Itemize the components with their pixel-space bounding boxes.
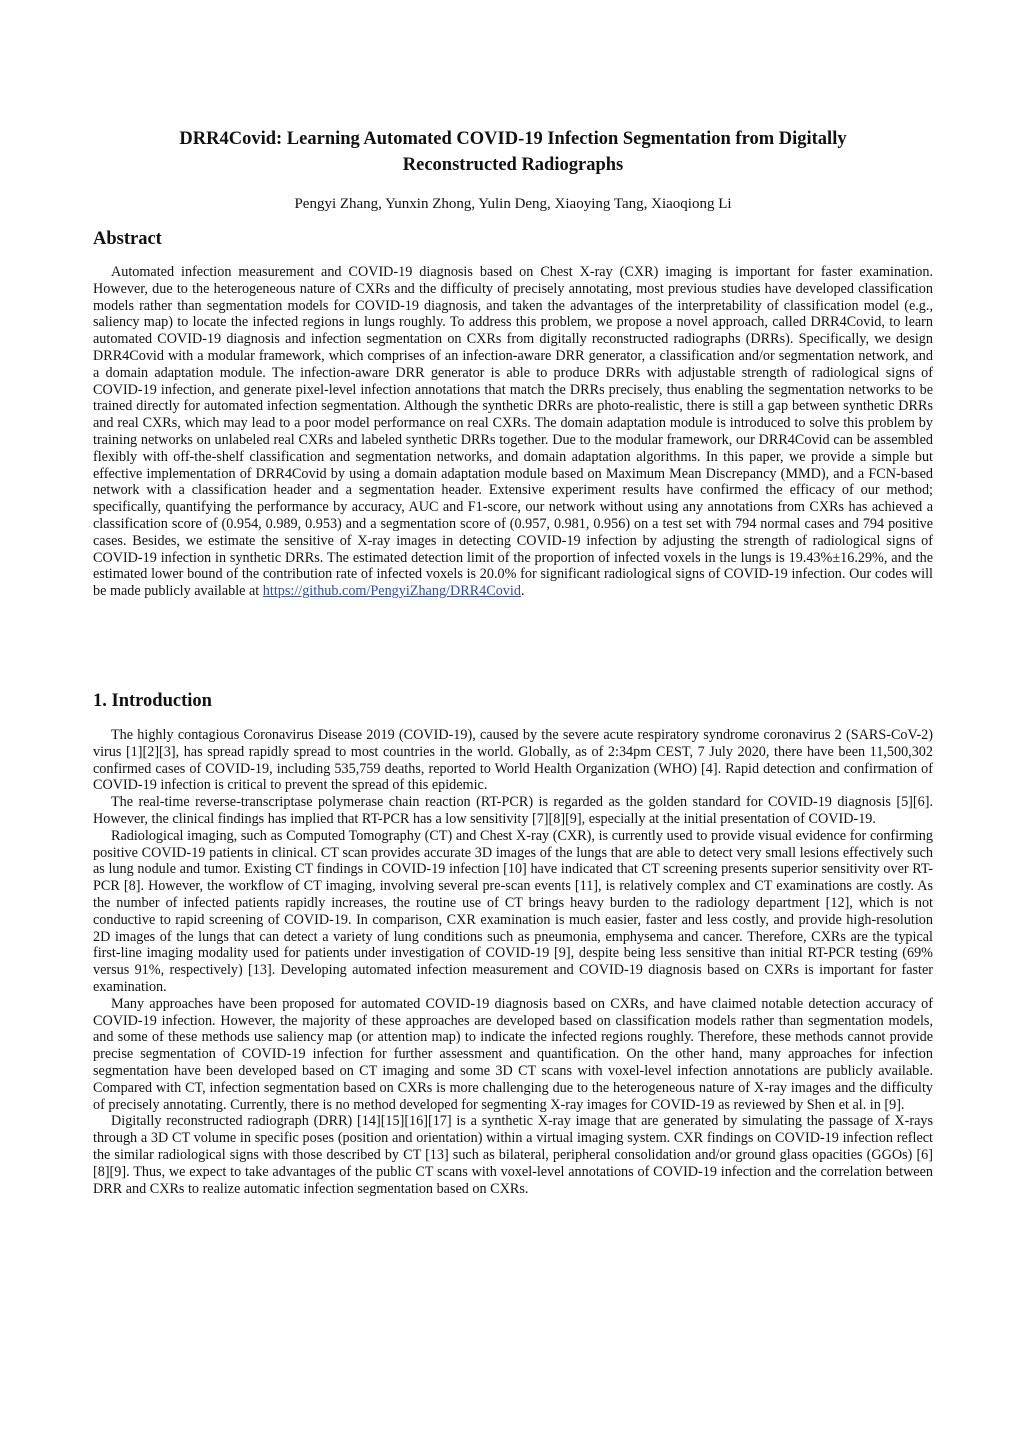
- abstract-text: Automated infection measurement and COVID-19 diagnosis based on Chest X-ray (CXR) imaging is important for faster examination. However, due to the heterogeneous nature of CXRs and the difficulty of precisely annotating, most previous studies have developed classification models rather than segmentation models for COVID-19 diagnosis, and taken the advantages of the interpretability of classification model (e.g., saliency map) to locate the infected regions in lungs roughly. To address this problem, we propose a novel approach, called DRR4Covid, to learn automated COVID-19 diagnosis and infection segmentation on CXRs from digitally reconstructed radiographs (DRRs). Specifically, we design DRR4Covid with a modular framework, which comprises of an infection-aware DRR generator, a classification and/or segmentation network, and a domain adaptation module. The infection-aware DRR generator is able to produce DRRs with adjustable strength of radiological signs of COVID-19 infection, and generate pixel-level infection annotations that match the DRRs precisely, thus enabling the segmentation networks to be trained directly for automated infection segmentation. Although the synthetic DRRs are photo-realistic, there is still a gap between synthetic DRRs and real CXRs, which may lead to a poor model performance on real CXRs. The domain adaptation module is introduced to solve this problem by training networks on unlabeled real CXRs and labeled synthetic DRRs together. Due to the modular framework, our DRR4Covid can be assembled flexibly with off-the-shelf classification and segmentation networks, and domain adaptation algorithms. In this paper, we provide a simple but effective implementation of DRR4Covid by using a domain adaptation module based on Maximum Mean Discrepancy (MMD), and a FCN-based network with a classification header and a segmentation header. Extensive experiment results have confirmed the efficacy of our method; specifically, quantifying the performance by accuracy, AUC and F1-score, our network without using any annotations from CXRs has achieved a classification score of (0.954, 0.989, 0.953) and a segmentation score of (0.957, 0.981, 0.956) on a test set with 794 normal cases and 794 positive cases. Besides, we estimate the sensitive of X-ray images in detecting COVID-19 infection by adjusting the strength of radiological signs of COVID-19 infection in synthetic DRRs. The estimated detection limit of the proportion of infected voxels in the lungs is 19.43%±16.29%, and the estimated lower bound of the contribution rate of infected voxels is 20.0% for significant radiological signs of COVID-19 infection. Our codes will be made publicly available at: [93, 264, 933, 600]
- abstract-text-tail: .: [520, 583, 525, 600]
- abstract-body: [93, 264, 933, 600]
- author-list: Pengyi Zhang, Yunxin Zhong, Yulin Deng, Xiaoying Tang, Xiaoqiong Li: [294, 196, 732, 212]
- intro-paragraph-4: Many approaches have been proposed for automated COVID-19 diagnosis based on CXRs, and have claimed notable detection accuracy of COVID-19 infection. However, the majority of these approaches are developed based on classification models rather than segmentation models, and some of these methods use saliency map (or attention map) to indicate the infected regions roughly. Therefore, these methods cannot provide precise segmentation of COVID-19 infection for further assessment and quantification. On the other hand, many approaches for infection segmentation have been developed based on CT imaging and some 3D CT scans with voxel-level infection annotations are publicly available. Compared with CT, infection segmentation based on CXRs is more challenging due to the heterogeneous nature of X-ray images and the difficulty of precisely annotating. Currently, there is no method developed for segmenting X-ray images for COVID-19 as reviewed by Shen et al. in [9].: [93, 995, 933, 1113]
- title-line-2: Reconstructed Radiographs: [402, 155, 624, 175]
- intro-paragraph-2: The real-time reverse-transcriptase polymerase chain reaction (RT-PCR) is regarded as the golden standard for COVID-19 diagnosis [5][6]. However, the clinical findings has implied that RT-PCR has a low sensitivity [7][8][9], especially at the initial presentation of COVID-19.: [93, 794, 933, 827]
- paper-title: [95, 126, 931, 178]
- intro-paragraph-3: Radiological imaging, such as Computed Tomography (CT) and Chest X-ray (CXR), is currently used to provide visual evidence for confirming positive COVID-19 patients in clinical. CT scan provides accurate 3D images of the lungs that are able to detect very small lesions effectively such as lung nodule and tumor. Existing CT findings in COVID-19 infection [10] have indicated that CT screening presents superior sensitivity over RT-PCR [8]. However, the workflow of CT imaging, involving several pre-scan events [11], is relatively complex and CT examinations are costly. As the number of infected patients rapidly increases, the routine use of CT brings heavy burden to the radiology department [12], which is not conductive to rapid screening of COVID-19. In comparison, CXR examination is much easier, faster and less costly, and provide high-resolution 2D images of the lungs that can detect a variety of lung conditions such as pneumonia, emphysema and cancer. Therefore, CXRs are the typical first-line imaging modality used for patients under investigation of COVID-19 [9], despite being less sensitive than initial RT-PCR testing (69% versus 91%, respectively) [13]. Developing automated infection measurement and COVID-19 diagnosis based on CXRs is important for faster examination.: [93, 827, 933, 995]
- abstract-heading: Abstract: [93, 229, 162, 249]
- introduction-heading: 1. Introduction: [93, 691, 212, 711]
- abstract-paragraph: [93, 264, 933, 600]
- intro-paragraph-1: The highly contagious Coronavirus Disease 2019 (COVID-19), caused by the severe acute respiratory syndrome coronavirus 2 (SARS-CoV-2) virus [1][2][3], has spread rapidly spread to most countries in the world. Globally, as of 2:34pm CEST, 7 July 2020, there have been 11,500,302 confirmed cases of COVID-19, including 535,759 deaths, reported to World Health Organization (WHO) [4]. Rapid detection and confirmation of COVID-19 infection is critical to prevent the spread of this epidemic.: [93, 727, 933, 794]
- title-line-1: DRR4Covid: Learning Automated COVID-19 Infection Segmentation from Digitally: [179, 129, 847, 149]
- intro-paragraph-5: Digitally reconstructed radiograph (DRR) [14][15][16][17] is a synthetic X-ray image that are generated by simulating the passage of X-rays through a 3D CT volume in specific poses (position and orientation) within a virtual imaging system. CXR findings on COVID-19 infection reflect the similar radiological signs with those described by CT [13] such as bilateral, peripheral consolidation and/or ground glass opacities (GGOs) [6][8][9]. Thus, we expect to take advantages of the public CT scans with voxel-level annotations of COVID-19 infection and the correlation between DRR and CXRs to realize automatic infection segmentation based on CXRs.: [93, 1113, 933, 1197]
- introduction-body: [93, 727, 933, 1197]
- code-repo-link[interactable]: https://github.com/PengyiZhang/DRR4Covid: [262, 583, 521, 600]
